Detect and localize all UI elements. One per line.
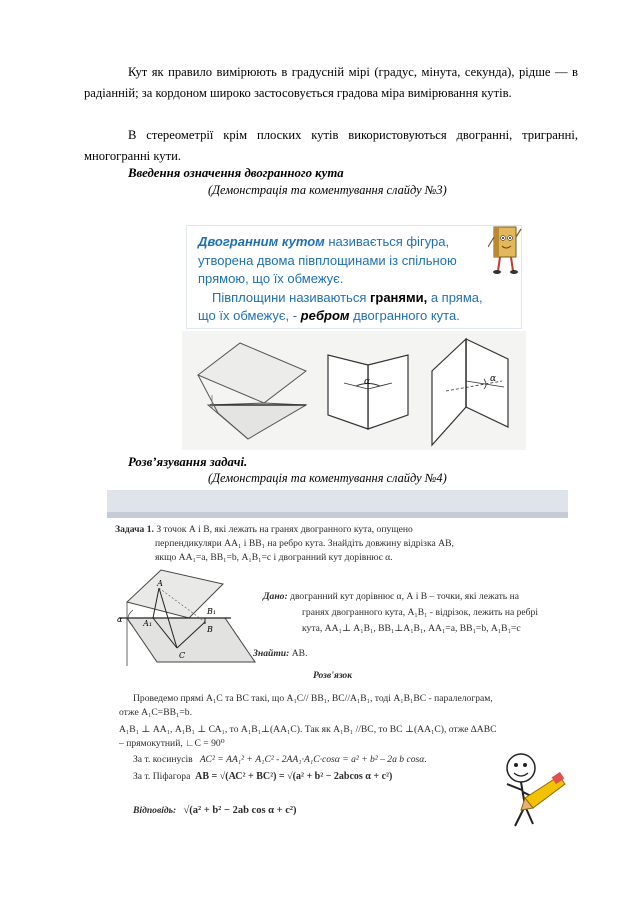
paragraph-stereometry: В стереометрії крім плоских кутів використовуються двогранні, тригранні, многогранні кути. — [84, 128, 578, 163]
task-statement-line3: якщо АА₁=a, ВВ₁=b, А₁В₁=c і двогранний кут дорівнює α. — [155, 552, 393, 563]
solution-title: Розв'язок — [313, 670, 353, 681]
section-heading-problem: Розв’язування задачі. — [128, 455, 248, 469]
given-line3: кута, АА₁⊥ А₁В₁, ВВ₁⊥А₁В₁, АА₁=a, ВВ₁=b, А₁В₁=c — [302, 623, 521, 634]
point-a1-label: А₁ — [143, 619, 153, 628]
slide-caption-3: (Демонстрація та коментування слайду №3) — [208, 183, 447, 197]
find-line: Знайти: АВ. — [253, 648, 308, 659]
dihedral-figures — [182, 331, 526, 450]
solution-line5: За т. косинусів АС² = АА₁² + А₁С² - 2АА₁·А₁С·cosα = a² + b² – 2a b cosα. — [133, 754, 427, 765]
point-b-label: В — [207, 625, 213, 634]
dihedral-angle-sketch-1 — [188, 335, 308, 447]
given-line1: Дано: двогранний кут дорівнює α, А і В – точки, які лежать на — [263, 591, 519, 602]
slide-3-image — [182, 203, 526, 450]
angle-alpha-label: α — [117, 615, 123, 624]
point-b1-label: В₁ — [207, 607, 217, 616]
slide-caption-4: (Демонстрація та коментування слайду №4) — [208, 471, 447, 485]
task-statement-line2: перпендикуляри АА₁ і ВВ₁ на ребро кута. Знайдіть довжину відрізка АВ, — [155, 538, 454, 549]
open-book-angle-sketch — [322, 351, 414, 441]
solution-line6: За т. Піфагора АВ = √(АС² + ВС²) = √(a² + b² − 2abcos α + c²) — [133, 771, 393, 782]
point-a-label: А — [157, 579, 164, 588]
solution-line2: отже А₁С=ВВ₁=b. — [119, 707, 192, 718]
pencil-mascot-icon — [491, 746, 567, 834]
paragraph-angle-measurement: Кут як правило вимірюють в градусній мірі (градус, мінута, секунда), рідше — в радіанній; за кордоном широко застосовується градова міра вимірювання кутів. — [84, 65, 578, 100]
book-mascot-icon — [488, 223, 522, 277]
answer-line: Відповідь: √(a² + b² − 2ab cos α + c²) — [133, 805, 297, 816]
section-heading-dihedral: Введення означення двогранного кута — [128, 166, 344, 180]
solution-line3: А₁В₁ ⊥ АА₁, А₁В₁ ⊥ СА₁, то А₁В₁⊥(АА₁С). Так як А₁В₁ //ВС, то ВС ⊥(АА₁С), отже ∆АВС — [119, 724, 497, 735]
point-c-label: С — [179, 651, 186, 660]
solution-line4: – прямокутний, ∟С = 90⁰ — [119, 738, 225, 749]
alpha-label: α — [364, 377, 371, 387]
dihedral-angle-sketch-2 — [426, 331, 524, 449]
definition-text: Двогранним кутом називається фігура, утворена двома півплощинами із спільною прямою, що їх обмежує. Півплощини називаються гранями, а пряма, що їх обмежує, - ребром двогранного кута. — [198, 234, 483, 323]
task-statement-line1: Задача 1. З точок А і В, які лежать на гранях двогранного кута, опущено — [115, 524, 413, 535]
given-line2: гранях двогранного кута, А₁В₁ - відрізок, лежить на ребрі — [302, 607, 539, 618]
problem-figure — [113, 566, 275, 684]
solution-line1: Проведемо прямі А₁С та ВС такі, що А₁С// ВВ₁, ВС//А₁В₁, тоді А₁В₁ВС - паралелограм, — [133, 693, 493, 704]
slide-4-image — [107, 490, 568, 836]
alpha-label: α — [490, 374, 497, 384]
